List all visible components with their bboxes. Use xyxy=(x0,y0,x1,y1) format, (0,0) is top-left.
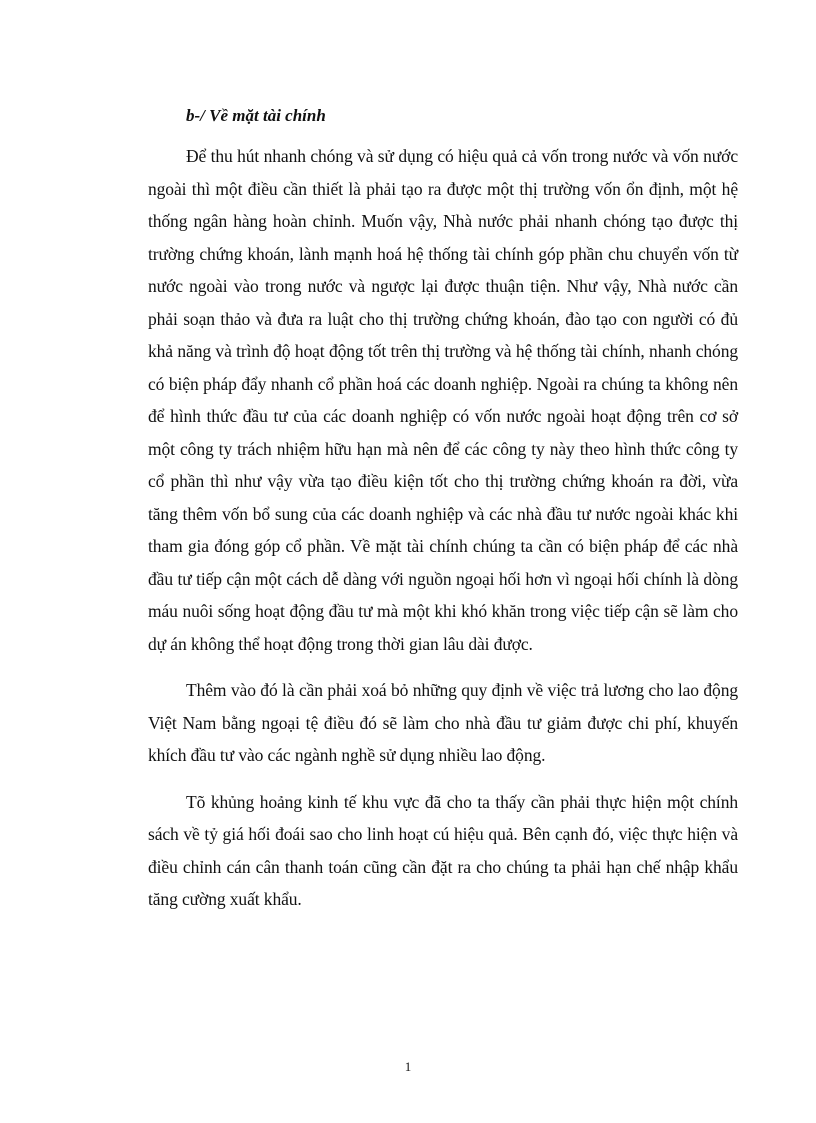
document-body xyxy=(148,100,738,916)
paragraph-exchange-rate-policy: Tõ khủng hoảng kinh tế khu vực đã cho ta thấy cần phải thực hiện một chính sách về tỷ giá hối đoái sao cho linh hoạt cú hiệu quả. Bên cạnh đó, việc thực hiện và điều chỉnh cán cân thanh toán cũng cần đặt ra cho chúng ta phải hạn chế nhập khẩu tăng cường xuất khẩu. xyxy=(148,791,738,909)
paragraph-foreign-currency-wages: Thêm vào đó là cần phải xoá bỏ những quy định về việc trả lương cho lao động Việt Nam bằng ngoại tệ điều đó sẽ làm cho nhà đầu tư giảm được chi phí, khuyến khích đầu tư vào các ngành nghề sử dụng nhiều lao động. xyxy=(148,680,738,765)
paragraph-capital-market: Để thu hút nhanh chóng và sử dụng có hiệu quả cả vốn trong nước và vốn nước ngoài thì một điều cần thiết là phải tạo ra được một thị trường vốn ổn định, một hệ thống ngân hàng hoàn chỉnh. Muốn vậy, Nhà nước phải nhanh chóng tạo được thị trường chứng khoán, lành mạnh hoá hệ thống tài chính góp phần chu chuyển vốn từ nước ngoài vào trong nước và ngược lại được thuận tiện. Như vậy, Nhà nước cần phải soạn thảo và đưa ra luật cho thị trường chứng khoán, đào tạo con người có đủ khả năng và trình độ hoạt động tốt trên thị trường và hệ thống tài chính, nhanh chóng có biện pháp đẩy nhanh cổ phần hoá các doanh nghiệp. Ngoài ra chúng ta không nên để hình thức đầu tư của các doanh nghiệp có vốn nước ngoài hoạt động trên cơ sở một công ty trách nhiệm hữu hạn mà nên để các công ty này theo hình thức công ty cổ phần thì như vậy vừa tạo điều kiện tốt cho thị trường chứng khoán ra đời, vừa tăng thêm vốn bổ sung của các doanh nghiệp và các nhà đầu tư nước ngoài khác khi tham gia đóng góp cổ phần. Về mặt tài chính chúng ta cần có biện pháp để các nhà đầu tư tiếp cận một cách dễ dàng với nguồn ngoại hối hơn vì ngoại hối chính là dòng máu nuôi sống hoạt động đầu tư mà một khi khó khăn trong việc tiếp cận sẽ làm cho dự án không thể hoạt động trong thời gian lâu dài được. xyxy=(148,146,738,654)
section-heading: b-/ Về mặt tài chính xyxy=(186,106,326,125)
page-number: 1 xyxy=(404,1059,412,1074)
